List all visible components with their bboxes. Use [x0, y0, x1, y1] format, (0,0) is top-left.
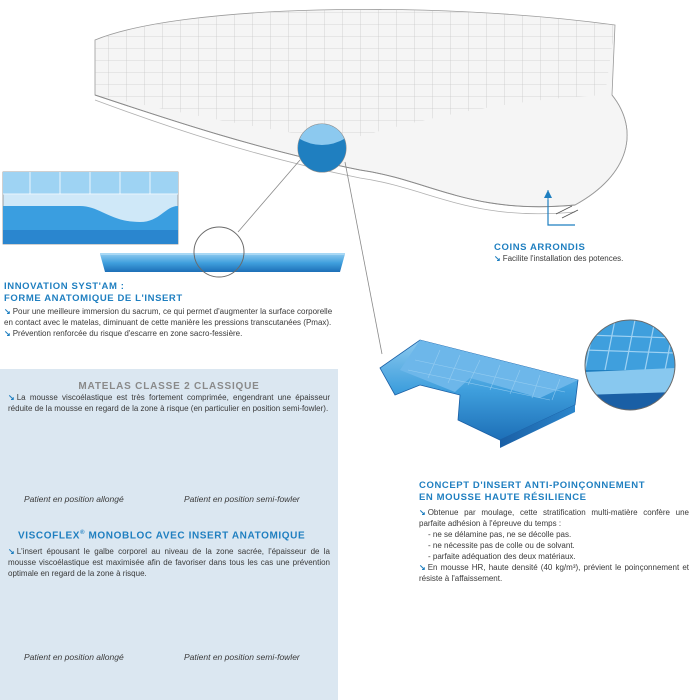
viscoflex-title: VISCOFLEX® MONOBLOC AVEC INSERT ANATOMIQUE: [18, 530, 306, 542]
arrow-bullet-icon: ↘: [419, 508, 426, 517]
coins-title: COINS ARRONDIS: [494, 242, 586, 253]
insert-zoom-circle: [585, 320, 675, 410]
arrow-bullet-icon: ↘: [8, 393, 15, 402]
innovation-bullet-1: ↘ Pour une meilleure immersion du sacrum, ce qui permet d'augmenter la surface corporelle en contact avec le matelas, diminuant de cette manière les pressions transcutanées (Pmax).: [4, 307, 333, 327]
concept-sub-3: - parfaite adéquation des deux matériaux.: [428, 552, 576, 561]
concept-title-line2: EN MOUSSE HAUTE RÉSILIENCE: [419, 492, 587, 503]
concept-sub-2: - ne nécessite pas de colle ou de solvant.: [428, 541, 575, 550]
viscoflex-caption-lying: Patient en position allongé: [24, 652, 124, 662]
arrow-bullet-icon: ↘: [4, 307, 11, 316]
arrow-bullet-icon: ↘: [8, 547, 15, 556]
classic-title: MATELAS CLASSE 2 CLASSIQUE: [78, 381, 260, 392]
arrow-bullet-icon: ↘: [419, 563, 426, 572]
innovation-title-line2: FORME ANATOMIQUE DE L'INSERT: [4, 293, 183, 304]
innovation-section: [4, 281, 334, 339]
cross-section-zoom: [3, 172, 178, 244]
anti-puncture-insert: [380, 340, 578, 448]
viscoflex-text: ↘ L'insert épousant le galbe corporel au niveau de la zone sacrée, l'épaisseur de la mousse viscoélastique est maximisée afin de favoriser dans tous les cas une prévention optimale en regard de la zone à risque.: [8, 547, 330, 578]
sacrum-zone-circle: [298, 124, 346, 172]
innovation-title-line1: INNOVATION SYST'AM :: [4, 281, 125, 292]
viscoflex-caption-semi: Patient en position semi-fowler: [184, 652, 300, 662]
concept-section: [419, 480, 689, 584]
concept-sub-1: - ne se délamine pas, ne se décolle pas.: [428, 530, 572, 539]
classic-caption-semi: Patient en position semi-fowler: [184, 494, 300, 504]
coins-section: [494, 242, 694, 264]
concept-bullet-2: ↘ En mousse HR, haute densité (40 kg/m³), prévient le poinçonnement et résiste à l'affaissement.: [419, 563, 689, 583]
arrow-bullet-icon: ↘: [494, 254, 501, 263]
concept-bullet-1: ↘ Obtenue par moulage, cette stratification multi-matière confère une parfaite adhésion à l'épreuve du temps :: [419, 508, 689, 528]
coins-bullet: ↘ Facilite l'installation des potences.: [494, 254, 624, 263]
classic-text: ↘ La mousse viscoélastique est très fortement comprimée, engendrant une épaisseur réduite de la mousse en regard de la zone à risque (en particulier en position semi-fowler).: [8, 393, 330, 413]
classic-caption-lying: Patient en position allongé: [24, 494, 124, 504]
concept-title-line1: CONCEPT D'INSERT ANTI-POINÇONNEMENT: [419, 480, 646, 491]
innovation-bullet-2: ↘ Prévention renforcée du risque d'escarre en zone sacro-fessière.: [4, 329, 243, 338]
arrow-bullet-icon: ↘: [4, 329, 11, 338]
